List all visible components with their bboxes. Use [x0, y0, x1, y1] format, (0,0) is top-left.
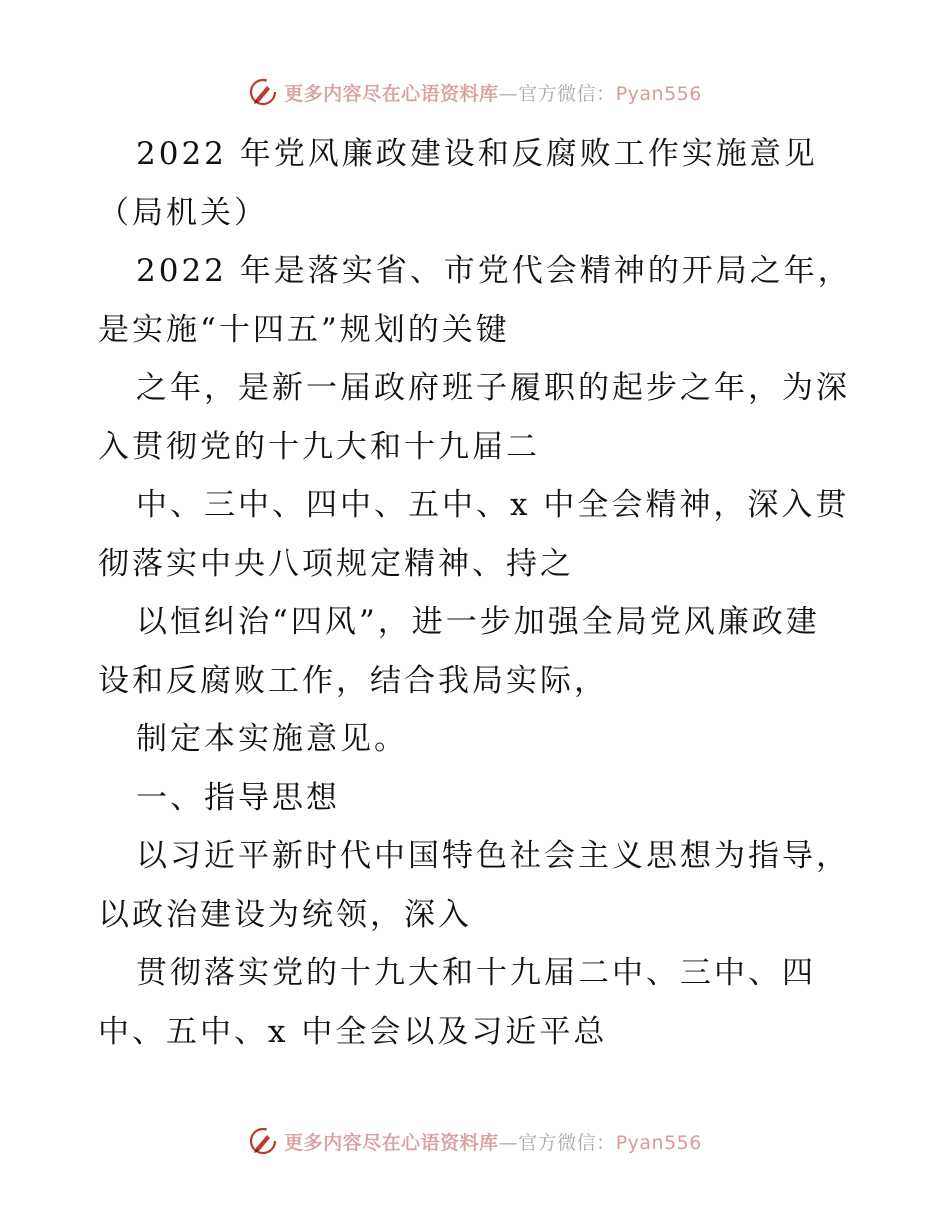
document-line: 彻落实中央八项规定精神、持之 [98, 545, 574, 582]
document-line: 是实施“十四五”规划的关键 [98, 311, 510, 348]
footer-watermark [0, 1121, 950, 1161]
pen-logo-icon [248, 1126, 278, 1156]
document-line: 设和反腐败工作，结合我局实际， [98, 662, 608, 699]
document-line: 以习近平新时代中国特色社会主义思想为指导， [136, 838, 850, 874]
watermark-main-text: 更多内容尽在心语资料库 [284, 1131, 499, 1154]
document-line: 之年，是新一届政府班子履职的起步之年，为深 [136, 370, 850, 406]
watermark-main-text: 更多内容尽在心语资料库 [284, 82, 499, 105]
document-line: 2022 年党风廉政建设和反腐败工作实施意见 [136, 136, 818, 172]
document-line: 制定本实施意见。 [136, 721, 408, 757]
document-line: （局机关） [98, 194, 268, 231]
watermark-separator: — [498, 82, 519, 105]
document-line: 中、三中、四中、五中、x 中全会精神，深入贯 [136, 487, 850, 523]
document-line: 贯彻落实党的十九大和十九届二中、三中、四 [136, 955, 816, 991]
watermark-wechat-label: 官方微信： [518, 1131, 616, 1154]
watermark-wechat-id: Pyan556 [615, 1131, 702, 1154]
document-line: 中、五中、x 中全会以及习近平总 [98, 1013, 608, 1050]
document-line: 入贯彻党的十九大和十九届二 [98, 428, 540, 465]
document-line: 以政治建设为统领，深入 [98, 896, 472, 933]
pen-logo-icon [248, 77, 278, 107]
document-line: 2022 年是落实省、市党代会精神的开局之年， [136, 253, 852, 289]
document-body [98, 125, 858, 1061]
header-watermark [0, 72, 950, 112]
document-line: 以恒纠治“四风”，进一步加强全局党风廉政建 [136, 604, 820, 640]
document-line: 一、指导思想 [136, 779, 340, 816]
watermark-wechat-id: Pyan556 [615, 82, 702, 105]
watermark-wechat-label: 官方微信： [518, 82, 616, 105]
watermark-separator: — [498, 1131, 519, 1154]
